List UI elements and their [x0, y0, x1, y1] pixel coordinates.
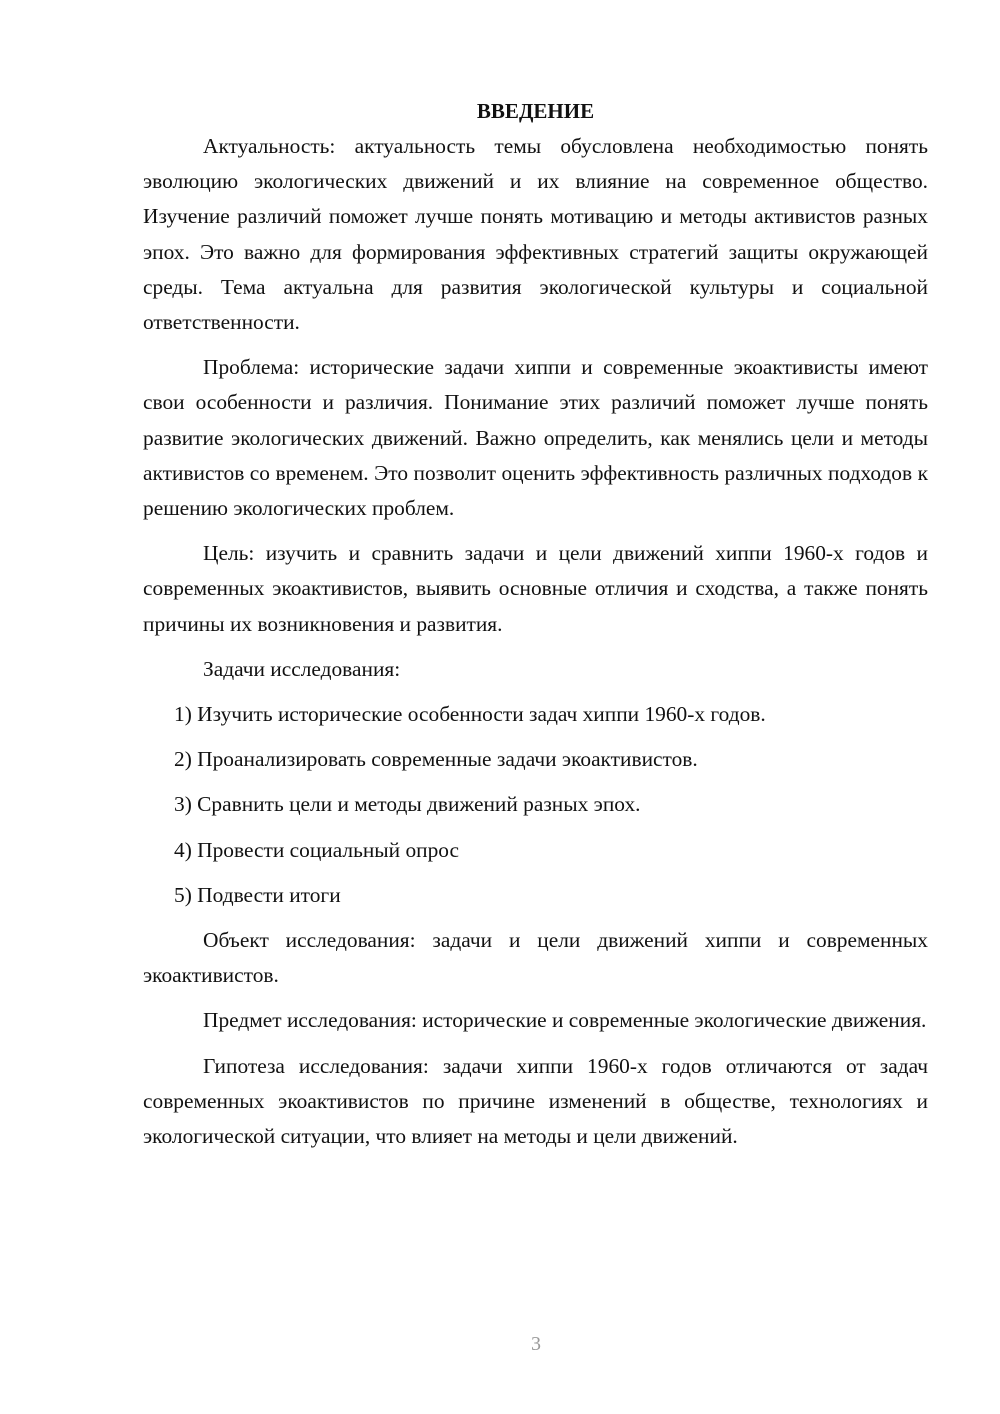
section-title: ВВЕДЕНИЕ	[476, 99, 595, 123]
subject-paragraph: Предмет исследования: исторические и современные экологические движения.	[203, 1008, 927, 1033]
object-paragraph: Объект исследования: задачи и цели движений хиппи и современных экоактивистов.	[143, 928, 928, 988]
page-content	[143, 94, 928, 1164]
hypothesis-paragraph: Гипотеза исследования: задачи хиппи 1960-х годов отличаются от задач современных экоактивистов по причине изменений в обществе, технологиях и экологической ситуации, что влияет на методы и цели движений.	[143, 1053, 928, 1149]
page-number: 3	[531, 1333, 541, 1355]
problem-paragraph: Проблема: исторические задачи хиппи и современные экоактивисты имеют свои особенности и различия. Понимание этих различий поможет лучше понять развитие экологических движений. Важно определить, как менялись цели и методы активистов со временем. Это позволит оценить эффективность различных подходов к решению экологических проблем.	[143, 355, 928, 521]
tasks-label: Задачи исследования:	[203, 656, 401, 681]
goal-paragraph: Цель: изучить и сравнить задачи и цели движений хиппи 1960-х годов и современных экоактивистов, выявить основные отличия и сходства, а также понять причины их возникновения и развития.	[143, 541, 928, 636]
tasks-list	[143, 697, 928, 913]
task-item: 4) Провести социальный опрос	[174, 837, 460, 862]
relevance-paragraph: Актуальность: актуальность темы обусловлена необходимостью понять эволюцию экологических движений и их влияние на современное общество. Изучение различий поможет лучше понять мотивацию и методы активистов разных эпох. Это важно для формирования эффективных стратегий защиты окружающей среды. Тема актуальна для развития экологической культуры и социальной ответственности.	[143, 134, 928, 335]
task-item: 3) Сравнить цели и методы движений разных эпох.	[174, 792, 641, 817]
task-item: 5) Подвести итоги	[174, 882, 341, 907]
task-item: 2) Проанализировать современные задачи экоактивистов.	[174, 747, 698, 772]
task-item: 1) Изучить исторические особенности задач хиппи 1960-х годов.	[174, 702, 766, 727]
